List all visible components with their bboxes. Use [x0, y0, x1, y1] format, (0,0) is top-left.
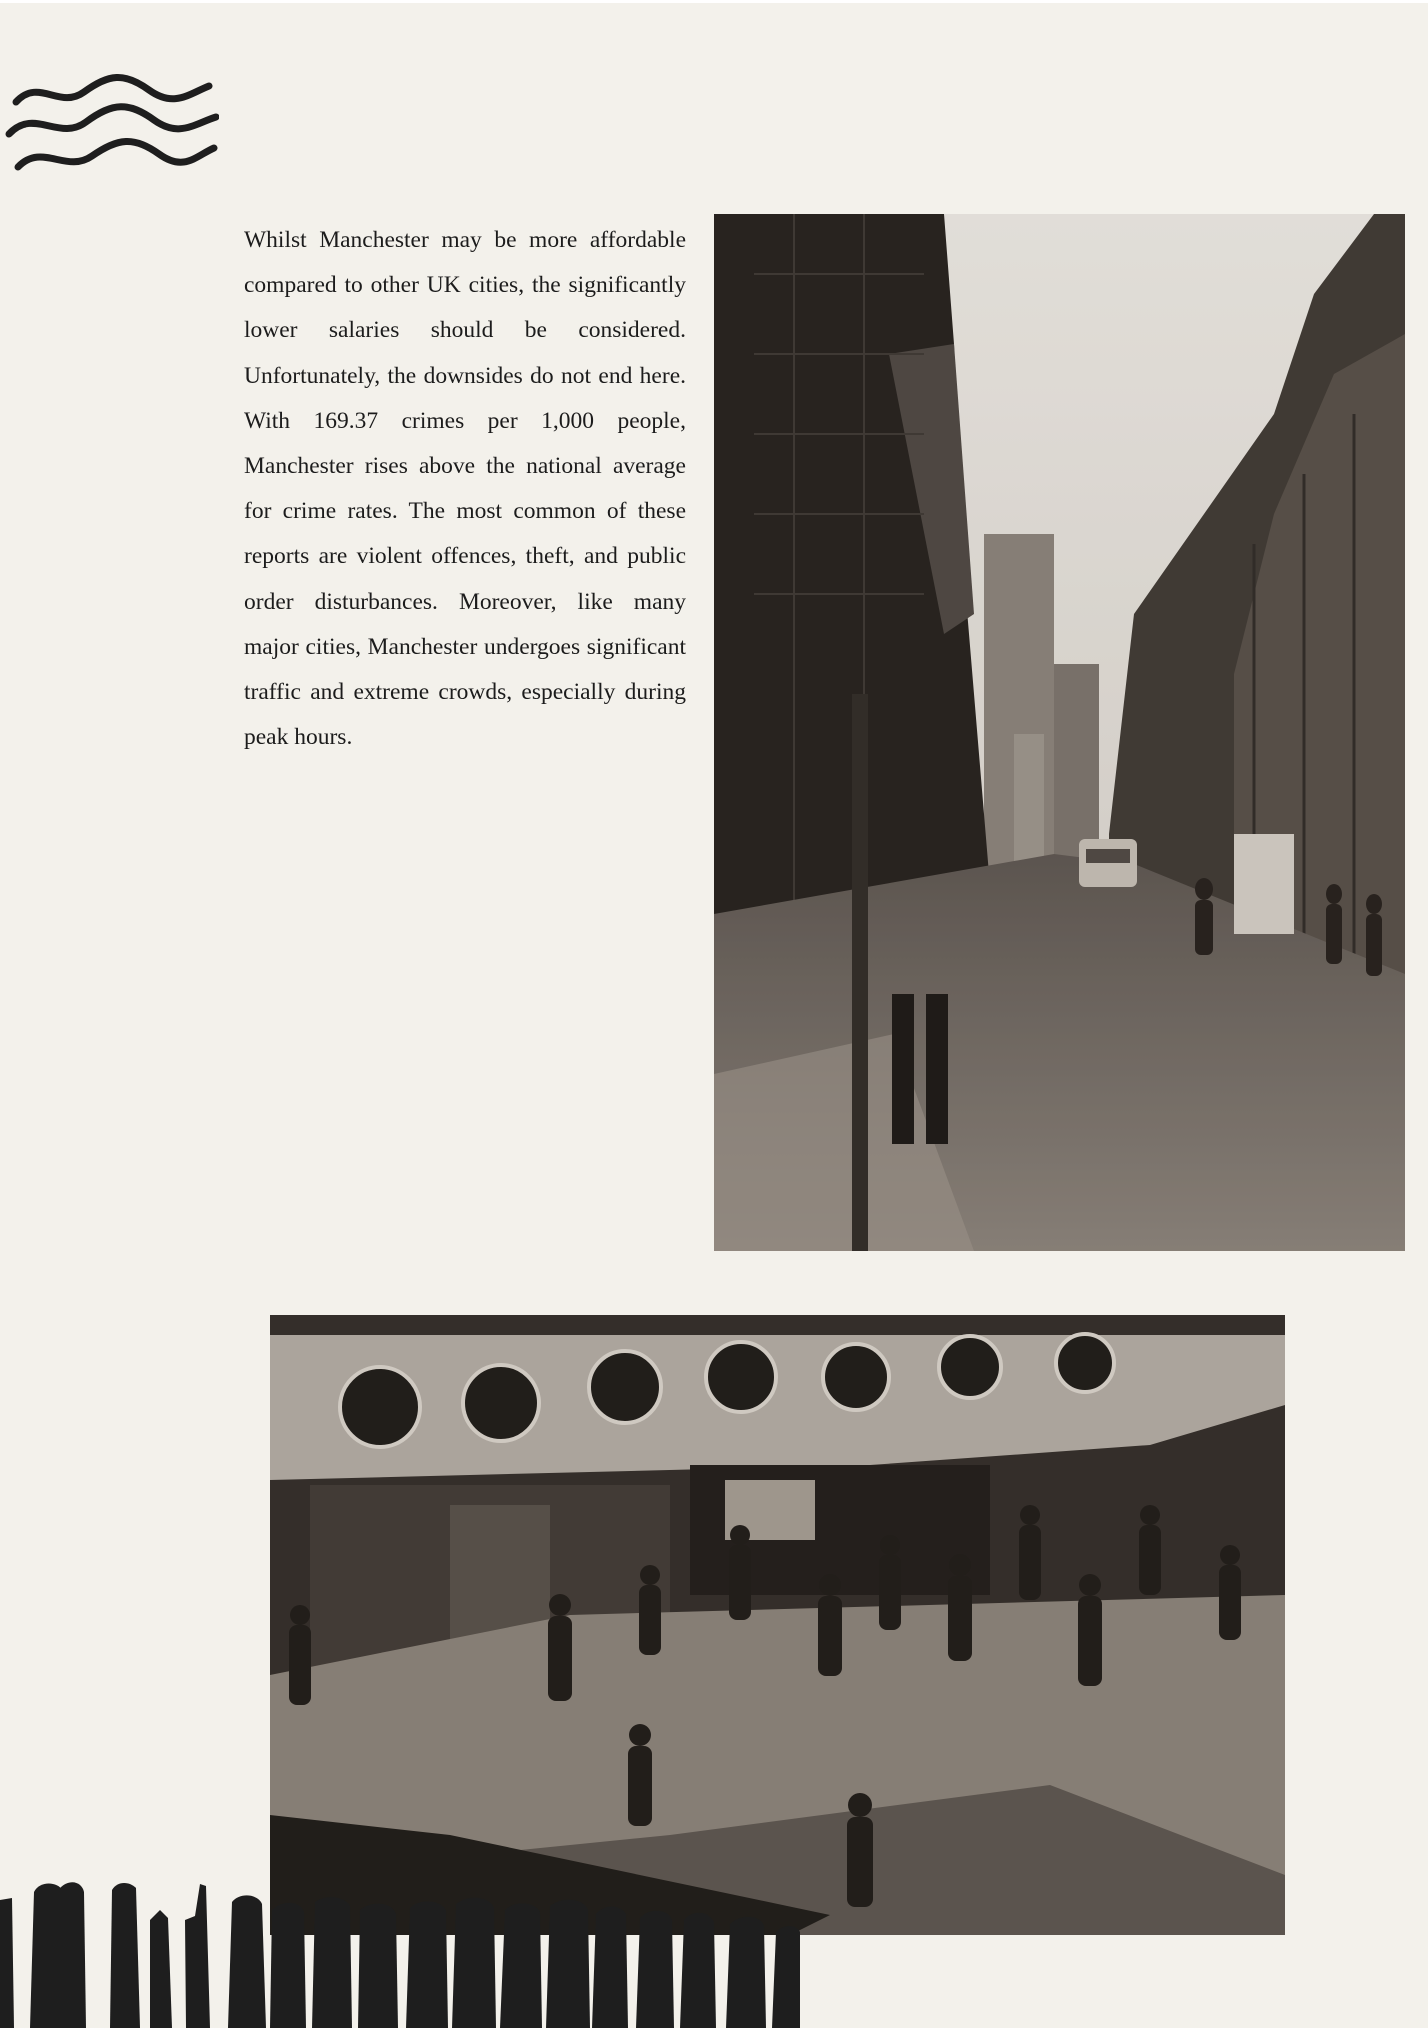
shopping-centre-photo — [270, 1315, 1285, 1935]
brush-stroke-decoration — [0, 1880, 800, 2028]
body-paragraph: Whilst Manchester may be more affordable compared to other UK cities, the significantly lower salaries should be considered. Unfortunately, the downsides do not end here. With 169.37 crimes per 1,000 people, Manchester rises above the national average for crime rates. The most common of these reports are violent offences, theft, and public order disturbances. Moreover, like many major cities, Manchester undergoes significant traffic and extreme crowds, especially during peak hours. — [244, 227, 686, 751]
street-photo — [714, 214, 1405, 1251]
page-top-border — [0, 0, 1428, 3]
wavy-lines-icon — [4, 72, 219, 182]
